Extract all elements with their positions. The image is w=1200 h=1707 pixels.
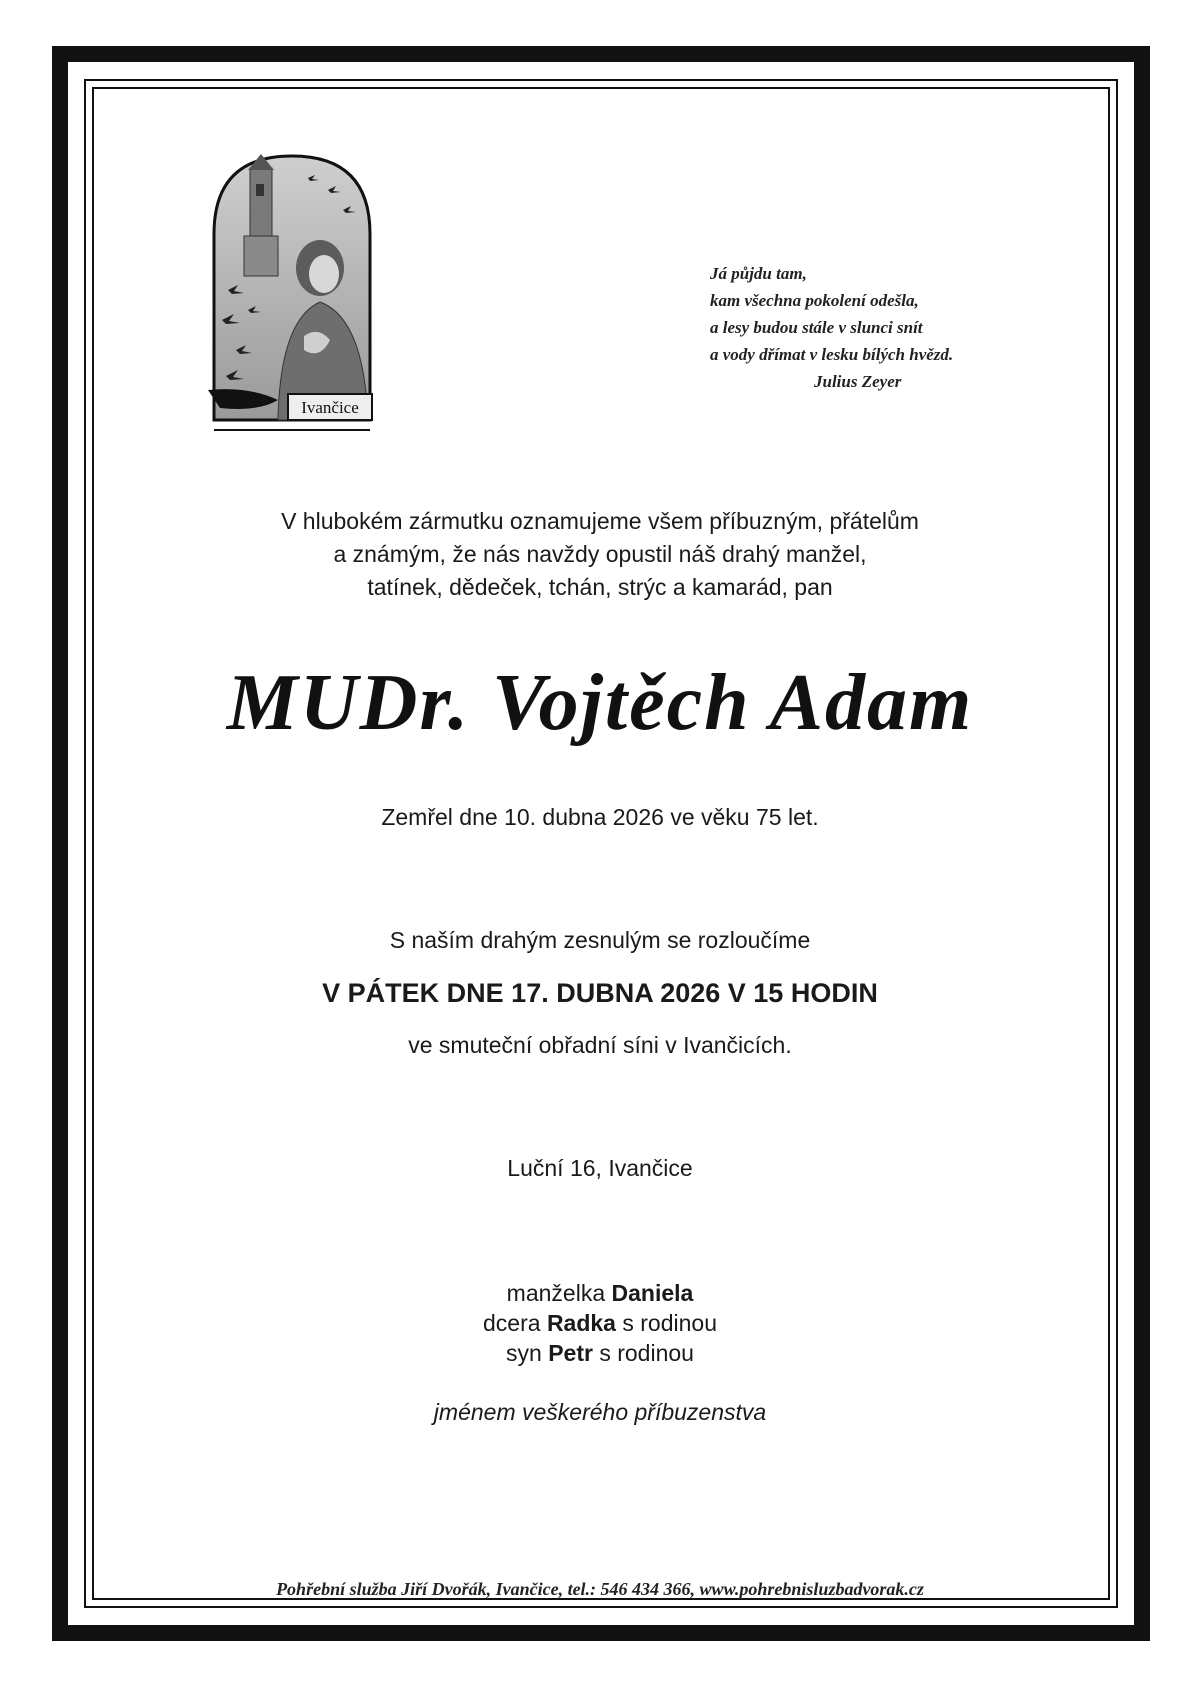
arch-portrait-illustration-icon xyxy=(208,150,376,438)
ceremony-venue: ve smuteční obřadní síni v Ivančicích. xyxy=(408,1032,792,1058)
intro-line: tatínek, dědeček, tchán, strýc a kamarád, pan xyxy=(367,574,833,600)
family-member-name: Petr xyxy=(548,1340,593,1366)
death-info: Zemřel dne 10. dubna 2026 ve věku 75 let. xyxy=(381,804,819,830)
family-suffix: s rodinou xyxy=(622,1310,717,1336)
ceremony-date: V PÁTEK DNE 17. DUBNA 2026 V 15 HODIN xyxy=(322,978,878,1008)
family-member xyxy=(0,1308,1200,1338)
poem-author: Julius Zeyer xyxy=(814,372,902,391)
family-member-name: Daniela xyxy=(611,1280,694,1306)
on-behalf-note: jménem veškerého příbuzenstva xyxy=(433,1399,767,1425)
intro-line: a známým, že nás navždy opustil náš drahý manžel, xyxy=(333,541,867,567)
family-member xyxy=(0,1338,1200,1368)
poem-line: Já půjdu tam, xyxy=(710,264,807,283)
poem-line: kam všechna pokolení odešla, xyxy=(710,291,919,310)
family-address: Luční 16, Ivančice xyxy=(507,1155,693,1181)
family-relation: manželka xyxy=(506,1280,606,1306)
family-member-name: Radka xyxy=(546,1310,616,1336)
family-member xyxy=(0,1278,1200,1308)
deceased-name: MUDr. Vojtěch Adam xyxy=(226,659,974,747)
farewell-intro: S naším drahým zesnulým se rozloučíme xyxy=(389,927,811,953)
poem-quote xyxy=(710,260,1040,395)
funeral-service-footer: Pohřební služba Jiří Dvořák, Ivančice, tel.: 546 434 366, www.pohrebnisluzbadvorak.cz xyxy=(276,1579,924,1599)
family-relation: syn xyxy=(506,1340,542,1366)
family-relation: dcera xyxy=(483,1310,541,1336)
family-list xyxy=(0,1278,1200,1368)
poem-line: a lesy budou stále v slunci snít xyxy=(710,318,923,337)
family-suffix: s rodinou xyxy=(599,1340,694,1366)
intro-text xyxy=(0,505,1200,604)
intro-line: V hlubokém zármutku oznamujeme všem příbuzným, přátelům xyxy=(281,508,919,534)
poem-line: a vody dřímat v lesku bílých hvězd. xyxy=(710,345,954,364)
illustration-label: Ivančice xyxy=(301,398,359,417)
